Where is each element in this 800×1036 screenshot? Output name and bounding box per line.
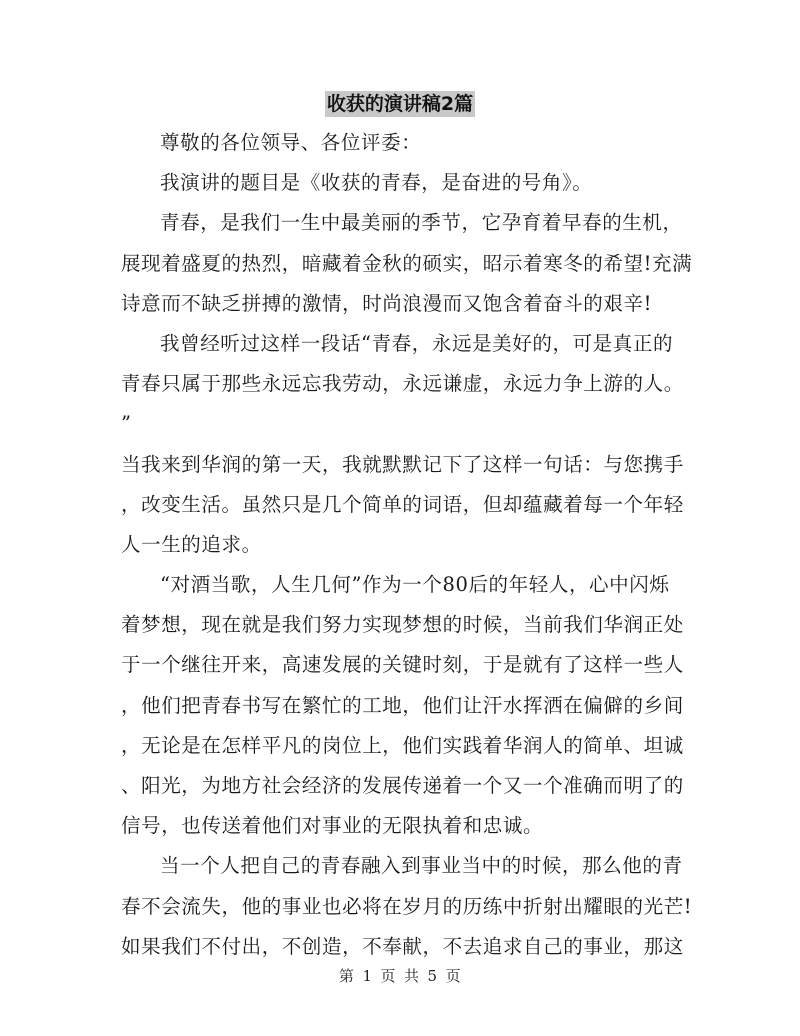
text-line: 青春只属于那些永远忘我劳动，永远谦虚，永远力争上游的人。 [121,372,684,396]
text-line: 尊敬的各位领导、各位评委： [160,131,422,154]
total-label: 页 [445,967,462,985]
page-prefix: 第 [338,967,355,985]
text-line: “对酒当歌，人生几何”作为一个80后的年轻人，心中闪烁 [160,573,670,597]
text-line: 当我来到华润的第一天，我就默默记下了这样一句话：与您携手 [121,452,684,476]
text-line: 当一个人把自己的青春融入到事业当中的时候，那么他的青 [160,854,683,878]
title-container [0,91,800,117]
text-line: 展现着盛夏的热烈，暗藏着金秋的硕实，昭示着寒冬的希望!充满 [121,251,693,275]
text-line: 我曾经听过这样一段话“青春，永远是美好的，可是真正的 [160,331,674,355]
text-line: ，他们把青春书写在繁忙的工地，他们让汗水挥洒在偏僻的乡间 [121,693,684,717]
text-line: ” [121,412,132,436]
text-line: 信号，也传送着他们对事业的无限执着和忠诚。 [121,814,544,838]
document-title: 收获的演讲稿2篇 [326,93,474,115]
page-label: 页 [380,967,396,985]
text-line: 人一生的追求。 [121,532,262,556]
total-pages-number: 5 [427,967,438,985]
text-line: 如果我们不付出，不创造，不奉献，不去追求自己的事业，那这 [121,934,684,958]
total-prefix: 共 [404,967,420,985]
text-line: ，无论是在怎样平凡的岗位上，他们实践着华润人的简单、坦诚 [121,733,684,757]
text-line: ，改变生活。虽然只是几个简单的词语，但却蕴藏着每一个年轻 [121,492,684,516]
text-line: 春不会流失，他的事业也必将在岁月的历练中折射出耀眼的光芒! [121,894,693,918]
text-line: 着梦想，现在就是我们努力实现梦想的时候，当前我们华润正处 [121,613,684,637]
document-body [121,128,693,972]
page-footer [0,966,800,986]
text-line: 于一个继往开来，高速发展的关键时刻，于是就有了这样一些人 [121,653,684,677]
text-line: 诗意而不缺乏拼搏的激情，时尚浪漫而又饱含着奋斗的艰辛! [121,291,653,315]
text-line: 我演讲的题目是《收获的青春，是奋进的号角》。 [160,171,593,195]
text-line: 、阳光，为地方社会经济的发展传递着一个又一个准确而明了的 [121,774,684,797]
text-line: 青春，是我们一生中最美丽的季节，它孕育着早春的生机， [160,211,683,235]
current-page-number: 1 [362,967,373,985]
